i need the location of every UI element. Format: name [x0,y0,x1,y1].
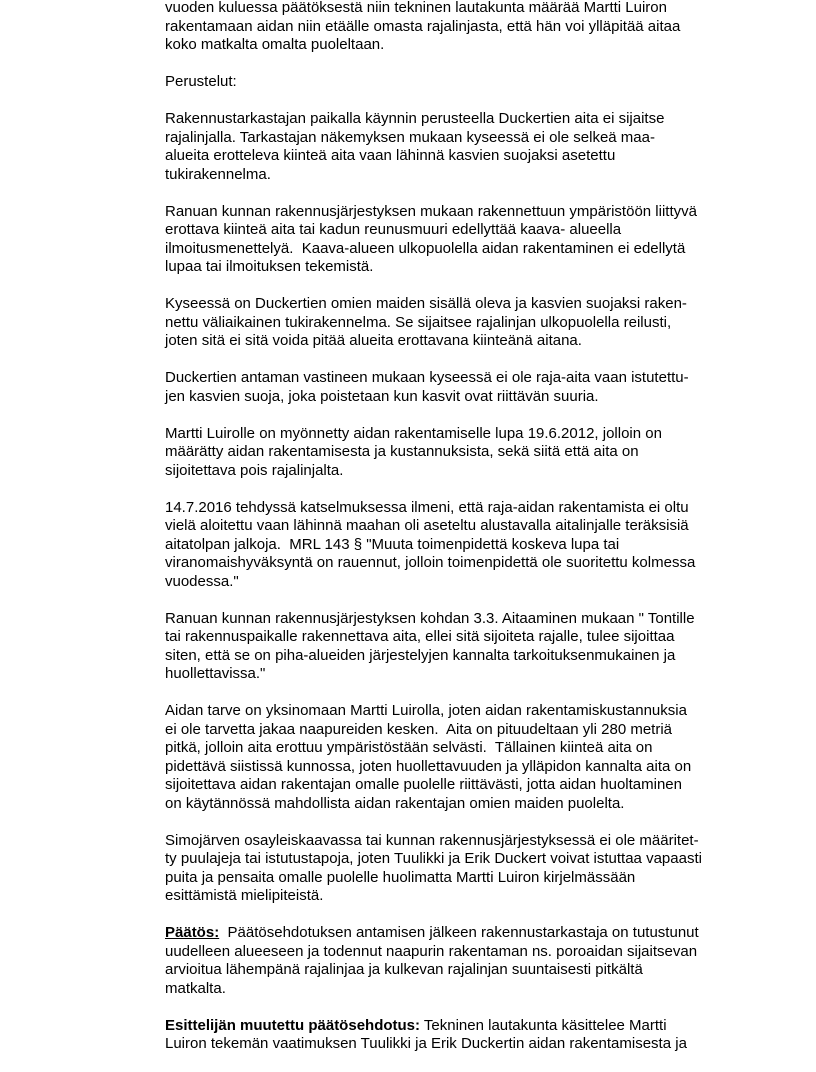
paragraph [165,610,765,684]
text-line: Duckertien antaman vastineen mukaan kyseessä ei ole raja-aita vaan istutettu- [165,369,689,386]
text-line: joten sitä ei sitä voida pitää alueita erottavana kiinteänä aitana. [165,332,582,349]
text-line: arvioitua lähempänä rajalinjaa ja kulkevan rajalinjan suuntaisesti pitkältä [165,961,643,978]
text-line: pidettävä siistissä kunnossa, joten huollettavuuden ja ylläpidon kannalta aita on [165,757,692,775]
text-line: Ranuan kunnan rakennusjärjestyksen mukaan rakennettuun ympäristöön liittyvä [165,202,697,220]
text-line: koko matkalta omalta puoleltaan. [165,36,385,53]
text-line: lupaa tai ilmoituksen tekemistä. [165,258,374,275]
paragraph [165,425,765,481]
text-line: Aidan tarve on yksinomaan Martti Luirolla, joten aidan rakentamiskustannuksia [165,702,687,719]
text-line: rakentamaan aidan niin etäälle omasta rajalinjasta, että hän voi ylläpitää aitaa [165,17,681,35]
paragraph [165,702,765,813]
text-line: sijoitettava aidan rakentajan omalle puolelle riittävästi, jotta aidan huoltaminen [165,776,682,793]
text-line: puita ja pensaita omalle puolelle huolimatta Martti Luiron kirjelmässään [165,868,636,886]
paragraph [165,1017,765,1054]
text-line: vuodessa." [165,572,239,590]
text-line: matkalta. [165,979,226,997]
text-line: alueita erotteleva kiinteä aita vaan lähinnä kasvien suojaksi asetettu [165,147,616,164]
paragraph [165,110,765,184]
text-line: huollettavissa." [165,665,266,682]
text-line: Simojärven osayleiskaavassa tai kunnan rakennusjärjestyksessä ei ole määritet- [165,831,699,849]
text-line: ty puulajeja tai istutustapoja, joten Tuulikki ja Erik Duckert voivat istuttaa vapaasti [165,850,702,867]
text-line: rajalinjalla. Tarkastajan näkemyksen mukaan kyseessä ei ole selkeä maa- [165,128,655,146]
text-line [165,924,765,943]
text-line: uudelleen alueeseen ja todennut naapurin rakentaman ns. poroaidan sijaitsevan [165,942,698,960]
section-label: Esittelijän muutettu päätösehdotus: [165,1016,421,1034]
paragraph [165,203,765,277]
text-line: erottava kiinteä aita tai kadun reunusmuuri edellyttää kaava- alueella [165,221,622,238]
text-line: tukirakennelma. [165,165,271,183]
text-line: siten, että se on piha-alueiden järjestelyjen kannalta tarkoituksenmukainen ja [165,646,676,664]
text-line: Martti Luirolle on myönnetty aidan rakentamiselle lupa 19.6.2012, jolloin on [165,424,662,442]
text-line: 14.7.2016 tehdyssä katselmuksessa ilmeni, että raja-aidan rakentamista ei oltu [165,498,689,516]
text-line: nettu väliaikainen tukirakennelma. Se sijaitsee rajalinjan ulkopuolella reilusti, [165,313,672,331]
text-line: viranomaishyväksyntä on rauennut, jolloin toimenpidettä ole suoritettu kolmessa [165,554,696,571]
text-line: Ranuan kunnan rakennusjärjestyksen kohdan 3.3. Aitaaminen mukaan " Tontille [165,609,695,627]
text-line: tai rakennuspaikalle rakennettava aita, ellei sitä sijoiteta rajalle, tulee sijoittaa [165,628,675,645]
text-line: pitkä, jolloin aita erottuu ympäristöstään selvästi. Tällainen kiinteä aita on [165,739,653,756]
paragraph [165,832,765,906]
text-line: aitatolpan jalkoja. MRL 143 § "Muuta toimenpidettä koskeva lupa tai [165,535,620,553]
text-line: vielä aloitettu vaan lähinnä maahan oli aseteltu alustavalla aitalinjalle teräksisiä [165,517,689,534]
section-label: Päätös: [165,924,220,941]
text-line: jen kasvien suoja, joka poistetaan kun kasvit ovat riittävän suuria. [165,387,599,405]
text-line: sijoitettava pois rajalinjalta. [165,461,344,479]
text-line: Rakennustarkastajan paikalla käynnin perusteella Duckertien aita ei sijaitse [165,110,665,127]
text-span: Tekninen lautakunta käsittelee Martti [420,1016,667,1034]
text-line: vuoden kuluessa päätöksestä niin tekninen lautakunta määrää Martti Luiron [165,0,667,16]
text-line: Luiron tekemän vaatimuksen Tuulikki ja Erik Duckertin aidan rakentamisesta ja [165,1035,687,1052]
paragraph [165,369,765,406]
text-span: Päätösehdotuksen antamisen jälkeen rakennustarkastaja on tutustunut [219,924,699,941]
paragraph [165,924,765,998]
text-line: ilmoitusmenettelyä. Kaava-alueen ulkopuolella aidan rakentaminen ei edellytä [165,239,686,257]
text-line: Kyseessä on Duckertien omien maiden sisällä oleva ja kasvien suojaksi raken- [165,295,687,312]
paragraph [165,295,765,351]
document-body [165,0,765,1072]
text-line: määrätty aidan rakentamisesta ja kustannuksista, sekä siitä että aita on [165,443,639,460]
text-line: esittämistä mielipiteistä. [165,887,324,904]
paragraph [165,73,765,92]
text-line [165,1017,765,1036]
paragraph [165,0,765,55]
text-line: Perustelut: [165,73,237,90]
text-line: ei ole tarvetta jakaa naapureiden kesken. Aita on pituudeltaan yli 280 metriä [165,720,672,738]
text-line: on käytännössä mahdollista aidan rakentajan omien maiden puolelta. [165,794,625,812]
paragraph [165,499,765,592]
